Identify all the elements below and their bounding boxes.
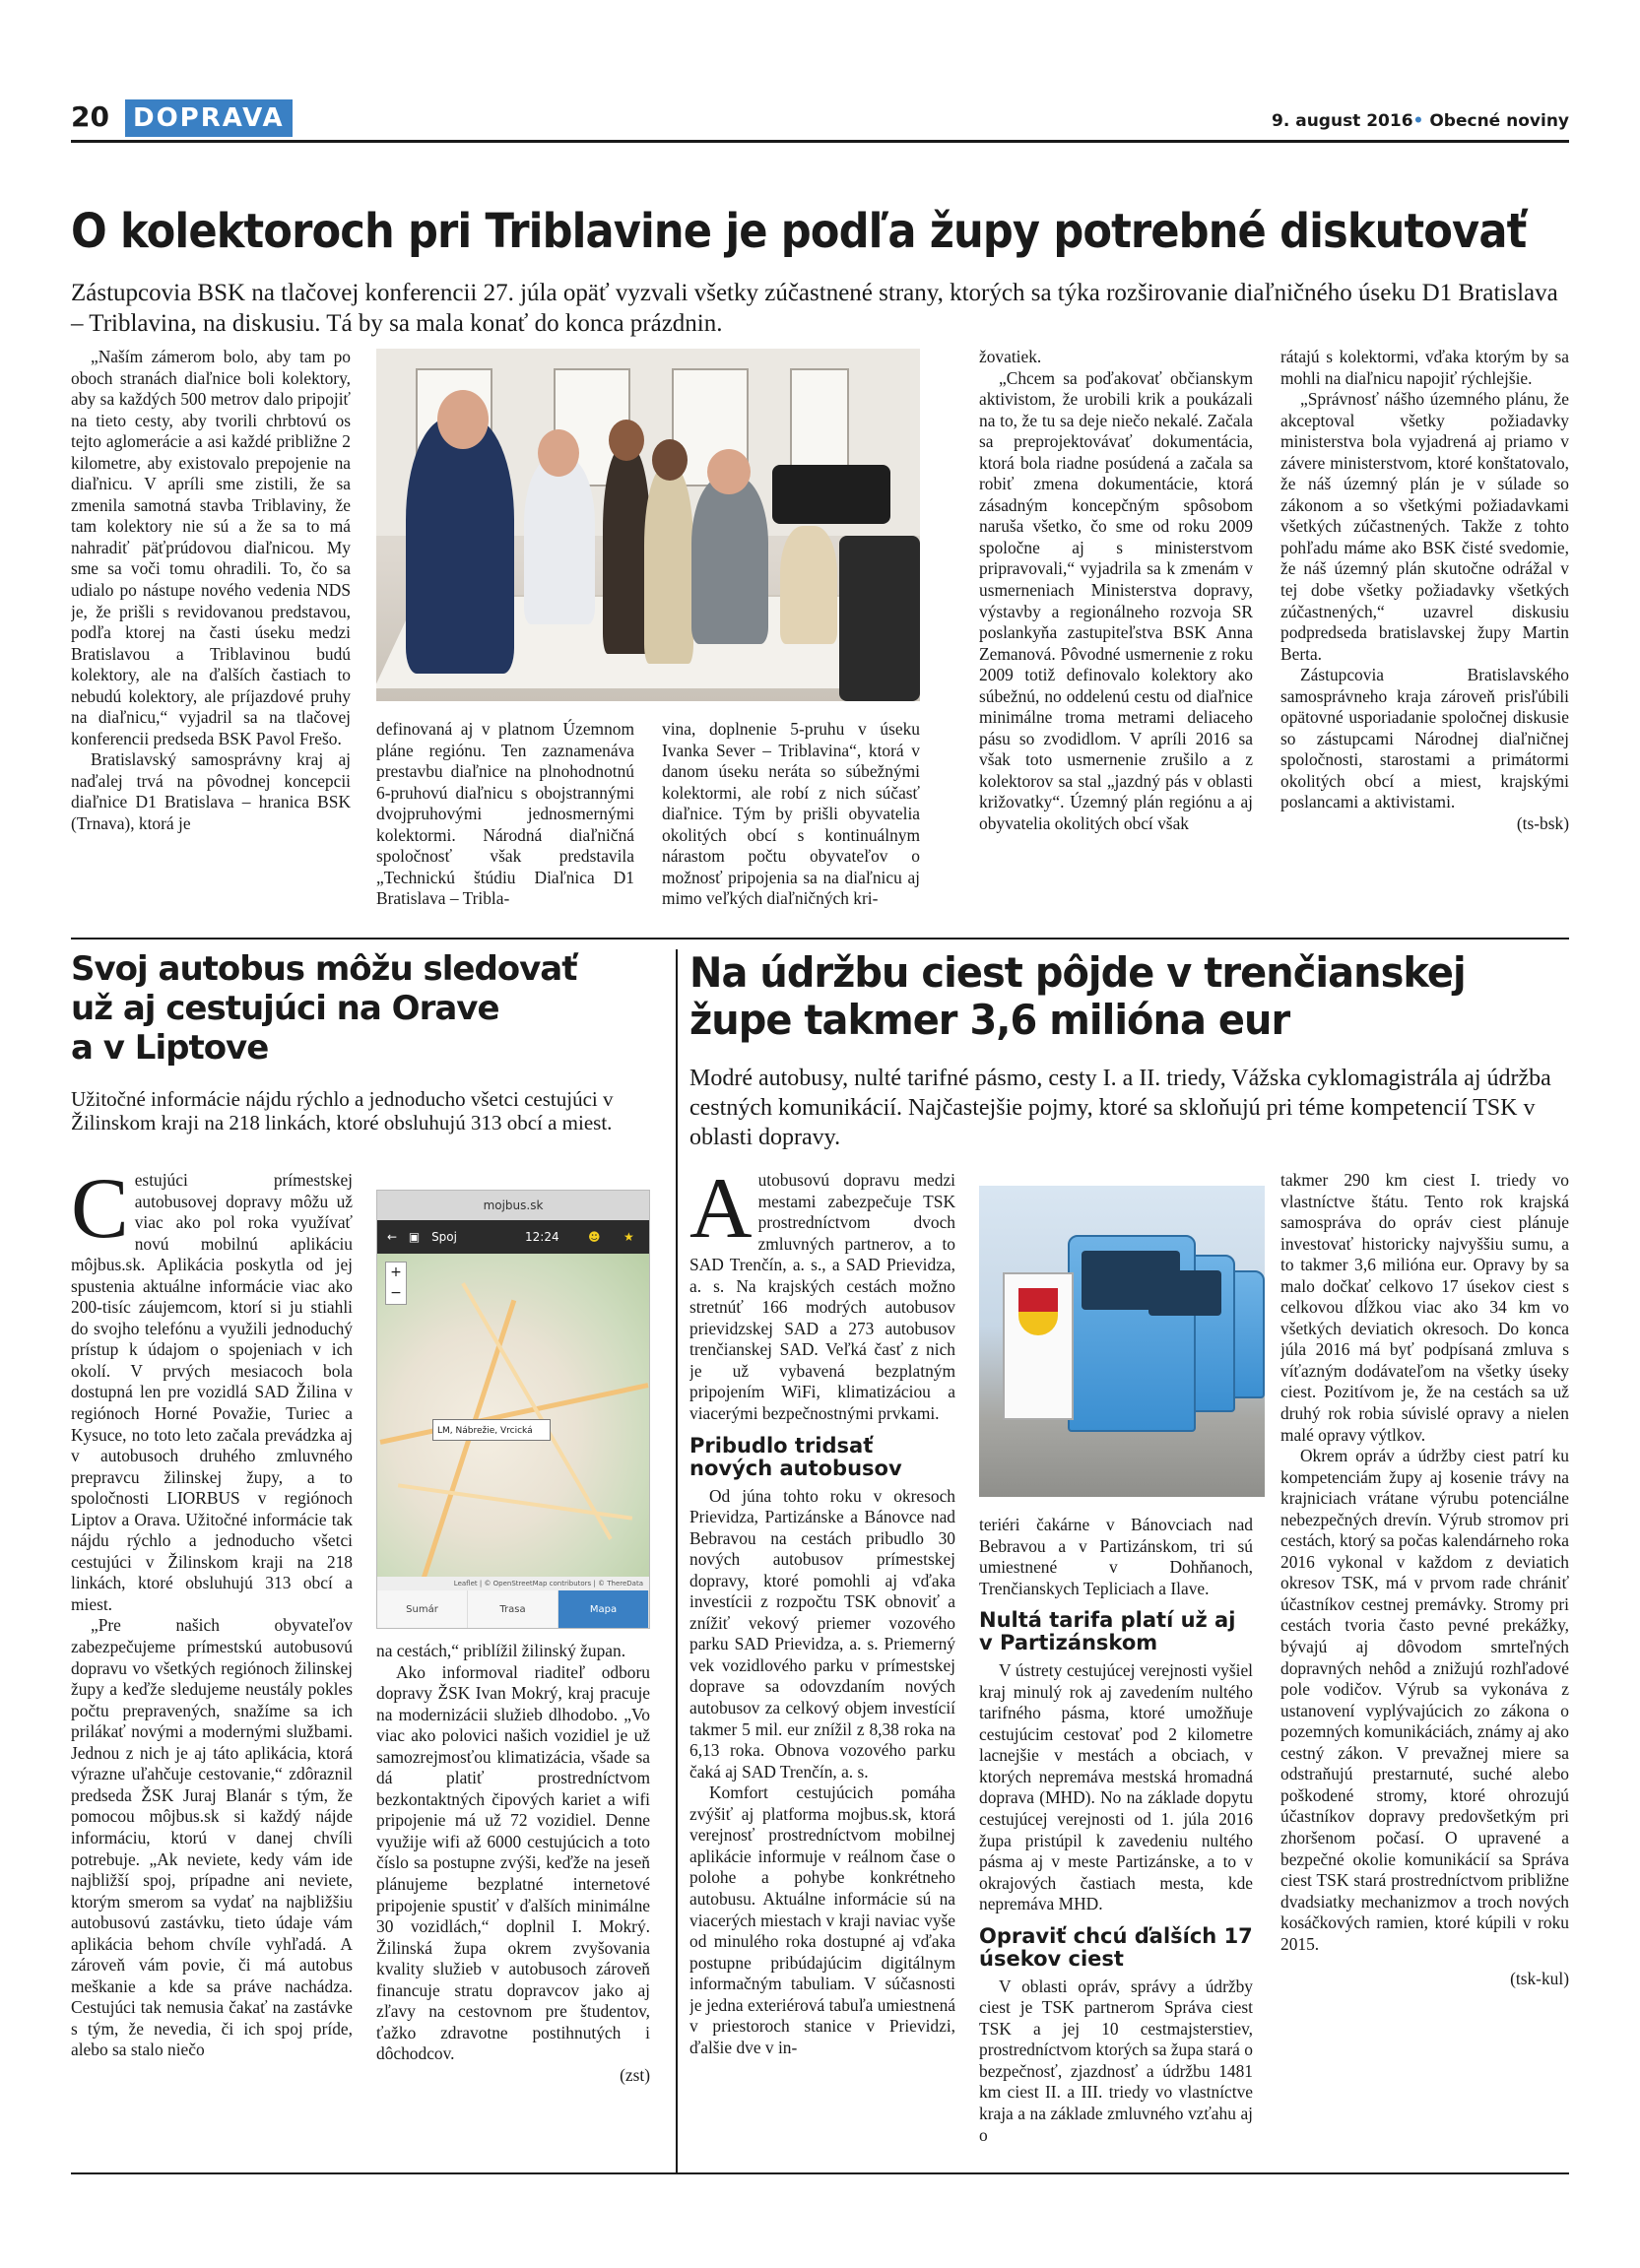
article1-paragraph: vina, doplnenie 5-pruhu v úseku Ivanka Sever – Triblavina“, ktorá v danom úseku neráta so súbežnými kolektormi, ale robí z nich súčasť diaľnice. Tým by prišli obyvatelia okolitých obcí s kontinuálnym nárastom počtu obyvateľov o možnosť pripojenia sa na diaľnicu aj mimo veľkých diaľničných kri- <box>662 719 920 909</box>
article2-headline-line: Svoj autobus môžu sledovať <box>71 949 577 989</box>
article3-subheading: Opraviť chcú ďalších 17 úsekov ciest <box>979 1923 1253 1971</box>
article3-column-1 <box>689 1170 955 2165</box>
article3-paragraph: V ústrety cestujúcej verejnosti vyšiel kraj minulý rok aj zavedením nultého tarifného pásma, ktoré umožňuje cestujúcim cestovať pod 2 kilometre lacnejšie v mestách a obciach, v ktorých nepremáva mestská hromadná doprava (MHD). No na základe dopytu cestujúcej verejnosti od 1. júla 2016 župa pristúpil k zavedeniu nultého pásma aj v meste Partizánske, a to v okrajových častiach mesta, kde nepremáva MHD. <box>979 1660 1253 1914</box>
article3-subheading: Nultá tarifa platí už aj v Partizánskom <box>979 1608 1236 1655</box>
article3-column-3 <box>1280 1170 1569 2165</box>
article1-column-4 <box>979 347 1253 938</box>
article2-lead: Užitočné informácie nájdu rýchlo a jednoducho všetci cestujúci v Žilinskom kraji na 218 linkách, ktoré obsluhujú 313 obcí a miest. <box>71 1087 614 1134</box>
article2-headline-line: a v Liptove <box>71 1028 269 1068</box>
star-icon: ★ <box>623 1230 634 1244</box>
article2-dropcap: C <box>71 1170 129 1257</box>
article3-headline-line: župe takmer 3,6 milióna eur <box>689 996 1290 1044</box>
article3-paragraph: V oblasti opráv, správy a údržby ciest je TSK partnerom Správa ciest TSK a jej 10 cestmajsterstiev, prostredníctvom ktorých sa župa stará o bezpečnosť, zjazdnosť a údržbu 1481 km ciest II. a III. triedy vo vlastníctve kraja a na základe zmluvného vzťahu aj o <box>979 1976 1253 2145</box>
article2-paragraph: na cestách,“ priblížil žilinský župan. <box>376 1641 626 1660</box>
article2-paragraph: Ako informoval riaditeľ odboru dopravy ŽSK Ivan Mokrý, kraj pracuje na modernizácii služieb dlhodobo. „Vo viac ako polovici našich vozidiel je už samozrejmosťou klimatizácia, všade sa dá platiť prostredníctvom bezkontaktných čipových kariet a wifi pripojenie má už 72 vozidiel. Denne využije wifi až 6000 cestujúcich a toto číslo sa postupne zvýši, keďže na jeseň plánujeme bezplatné internetové pripojenie spustiť v ďalších minimálne 30 vozidlách,“ doplnil I. Mokrý. Žilinská župa okrem zvyšovania kvality služieb v autobusoch zároveň financuje stratu dopravcov jako aj zľavy na cestovnom pre študentov, ťažko zdravotne postihnutých i dôchodcov. <box>376 1661 650 2064</box>
article1-bottom-rule <box>71 938 1569 940</box>
smiley-icon: ☻ <box>588 1230 601 1244</box>
article1-paragraph: „Naším zámerom bolo, aby tam po oboch stranách diaľnice boli kolektory, aby sa každých 500 metrov dalo pripojiť na tieto cesty, aby tvorili chrbtovú os tejto aglomerácie a asi každé približne 2 kilometre, aby existovalo prepojenie na diaľnicu. V apríli sme zistili, že sa zmenila samotná stavba Triblaviny, že tam kolektory nie sú a že sa to má nahradiť päťprúdovou diaľnicou. My sme sa voči tomu ohradili. To, čo sa udialo po nástupe nového vedenia NDS je, že prišli s revidovanou predstavou, podľa ktorej na časti úseku medzi Bratislavou a Triblavinou budú kolektory, ale na ďalších častiach to nebudú kolektory, ale príjazdové pruhy na diaľnicu,“ vyjadril sa na tlačovej konferencii predseda BSK Pavol Frešo. <box>71 347 351 748</box>
app-tab: Trasa <box>468 1590 558 1629</box>
article1-paragraph: Zástupcovia Bratislavského samosprávneho kraja zároveň prisľúbili opätovné usporiadanie spoločnej diskusie so zástupcami Národnej diaľničnej spoločnosti, starostami a primátormi okolitých obcí a miest, krajskými poslancami a aktivistami. <box>1280 665 1569 812</box>
article1-column-5 <box>1280 347 1569 938</box>
article1-column-1 <box>71 347 351 938</box>
article1-paragraph: žovatiek. <box>979 347 1042 366</box>
article1-signature: (ts-bsk) <box>1516 813 1569 834</box>
article3-signature: (tsk-kul) <box>1510 1969 1569 1989</box>
article2-paragraph: estujúci prímestskej autobusovej dopravy môžu už viac ako pol roka využívať novú mobilnú aplikáciu môjbus.sk. Aplikácia poskytla od jej spustenia aktuálne informácie viac ako 200-tisíc záujemcom, ktorí si ju stiahli do svojho telefónu a využili jednoduchý prístup k údajom o spojeniach v ich okolí. V prvých mesiacoch bola dostupná len pre vozidlá SAD Žilina v regiónoch Horné Považie, Turiec a Kysuce, no toto leto začala prevádzka aj v autobusoch druhého zmluvného prepravcu žilinskej župy, a to spoločnosti LIORBUS v regiónoch Liptov a Orava. Užitočné informácie tak nájdu rýchlo a jednoducho všetci cestujúci v Žilinskom kraji na 218 linkách, ktoré obsluhujú 313 obcí a miest. <box>71 1170 353 1614</box>
bus-icon: ▣ <box>408 1230 421 1244</box>
app-tab: Sumár <box>377 1590 468 1629</box>
article3-headline <box>689 949 1525 1044</box>
article1-lead: Zástupcovia BSK na tlačovej konferencii 27. júla opäť vyzvali všetky zúčastnené strany, ktorých sa týka rozširovanie diaľničného úseku D1 Bratislava – Triblavina, na diskusiu. Tá by sa mala konať do konca prázdnin. <box>71 280 1558 337</box>
article2-paragraph: „Pre našich obyvateľov zabezpečujeme prímestskú autobusovú dopravu vo všetkých regiónoch žilinskej župy a keďže sledujeme neustály pokles počtu prepravených, snažíme sa ich prilákať novými a modernými službami. Jednou z nich je aj táto aplikácia, ktorá výrazne uľahčuje cestovanie,“ zdôraznil predseda ŽSK Juraj Blanár s tým, že pomocou môjbus.sk si každý nájde informáciu, ktorú v danej chvíli potrebuje. „Ak neviete, kedy vám ide najbližší spoj, prípadne ani neviete, ktorým smerom sa vydať na najbližšiu autobusovú zastávku, tieto údaje vám aplikácia behom chvíle vyhľadá. A zároveň vám povie, či má autobus meškanie a kde sa práve nachádza. Cestujúci tak nemusia čakať na zastávke s tým, že nevedia, či ich spoj príde, alebo sa stalo niečo <box>71 1615 353 2060</box>
article2-column-2 <box>376 1641 650 2165</box>
article3-dropcap: A <box>689 1170 753 1257</box>
article2-headline-line: už aj cestujúci na Orave <box>71 989 499 1028</box>
article3-paragraph: Komfort cestujúcich pomáha zvýšiť aj platforma mojbus.sk, ktorá verejnosť prostredníctvom mobilnej aplikácie informuje v reálnom čase o polohe a pohybe konkrétneho autobusu. Aktuálne informácie sú na viacerých miestach v kraji naviac vyše od minulého roka dostupné aj vďaka postupne pribúdajúcim digitálnym informačným tabuliam. V súčasnosti je jedna exteriérová tabuľa umiestnená v priestoroch stanice v Prievidzi, ďalšie dve v in- <box>689 1782 955 2057</box>
article3-paragraph: Od júna tohto roku v okresoch Prievidza, Partizánske a Bánovce nad Bebravou na cestách pribudlo 30 nových autobusov prímestskej dopravy, ktoré pomohli aj vďaka investícii z rozpočtu TSK obnoviť a znížiť vekový priemer vozového parku SAD Prievidza, a. s. Priemerný vek vozidlového parku v prímestskej doprave sa odovzdaním nových autobusov za celkový objem investícií takmer 5 mil. eur znížil z 8,38 roka na 6,13 roka. Obnova vozového parku čaká aj SAD Trenčín, a. s. <box>689 1485 955 1782</box>
article1-column-2 <box>376 719 634 938</box>
article3-headline-line: Na údržbu ciest pôjde v trenčianskej <box>689 948 1466 997</box>
header-rule <box>71 140 1569 143</box>
article3-subheading: Pribudlo tridsať nových autobusov <box>689 1433 902 1480</box>
browser-url: mojbus.sk <box>377 1191 649 1220</box>
article1-paragraph: „Chcem sa poďakovať občianskym aktivistom, že urobili krik a poukázali na to, že tu sa deje niečo nekalé. Začala sa preprojektovávať dokumentácia, ktorá bola riadne posúdená a začala sa robiť zmena dokumentácie, ktorá zásadným koncepčným spôsobom naruša všetko, čo sme od roku 2009 spoločne aj s ministerstvom pripravovali,“ vyjadrila sa k zmenám v usmerneniach Ministerstva dopravy, výstavby a regionálneho rozvoja SR poslankyňa zastupiteľstva BSK Anna Zemanová. Pôvodné usmernenie z roku 2009 totiž definovalo kolektory ako súbežnú, no oddelenú cestu od diaľnice minimálne troma metrami deliaceho pásu so zvodidlom. V apríli 2016 sa však toto usmernenie zrušilo a z kolektorov sa stal „jazdný pás v oblasti križovatky“. Územný plán regiónu a aj obyvatelia okolitých obcí však <box>979 367 1253 834</box>
app-tabs <box>377 1590 649 1629</box>
publication-name: Obecné noviny <box>1429 111 1569 131</box>
article3-paragraph: Okrem opráv a údržby ciest patrí ku kompetenciám župy aj kosenie trávy na krajniciach vrátane výrubu potenciálne nebezpečných drevín. Výrub stromov pri cestách, ktorý sa počas kalendárneho roka 2016 vykonal v každom z deviatich okresov TSK, má v prvom rade chrániť účastníkov cestnej premávky. Stromy pri cestách tvoria často pevné prekážky, bývajú aj dôvodom smrteľných dopravných nehôd a znižujú rozhľadové pole vodičov. Výrub sa vykonáva z ustanovení vyplývajúcich zo zákona o pozemných komunikáciách, známy aj ako cestný zákon. V prevažnej miere sa odstraňujú prestarnuté, suché alebo poškodené stromy, ktoré ohrozujú účastníkov dopravy predovšetkým pri zhoršenom počasí. O upravené a bezpečné okolie komunikácií sa Správa ciest TSK stará prostredníctvom približne dvadsiatky mechanizmov a troch nových kosáčkových ramien, ktoré kúpili v roku 2015. <box>1280 1446 1569 1954</box>
article3-paragraph: utobusovú dopravu medzi mestami zabezpečuje TSK prostredníctvom dvoch zmluvných partnerov, a to SAD Trenčín, a. s., a SAD Prievidza, a. s. Na krajských cestách možno stretnúť 166 modrých autobusov prievidzskej SAD a 273 autobusov trenčianskej SAD. Veľká časť z nich je už vybavená bezplatným pripojením WiFi, klimatizáciou a viacerými bezpečnostnými prvkami. <box>689 1170 955 1424</box>
dateline-separator: • <box>1412 111 1424 131</box>
zoom-control: + − <box>385 1262 407 1305</box>
article3-column-2 <box>979 1515 1253 2165</box>
page-number: 20 <box>71 100 109 133</box>
article2-headline <box>71 949 662 1068</box>
app-clock: 12:24 <box>525 1230 559 1244</box>
article1-column-3 <box>662 719 920 938</box>
article1-paragraph: „Správnosť nášho územného plánu, že akceptoval všetky požiadavky ministerstva bola vyjadrená aj priamo v závere ministerstvom, ktoré konštatovalo, že náš územný plán je v súlade so zákonom a so všetkými požiadavkami všetkých zúčastnených. Takže z tohto pohľadu máme ako BSK čisté svedomie, že náš územný plán skutočne odrážal v tej dobe všetky požiadavky všetkých zúčastnených,“ uzavrel diskusiu podpredseda bratislavskej župy Martin Berta. <box>1280 389 1569 664</box>
map-attribution: Leaflet | © OpenStreetMap contributors | © ThereData <box>377 1577 649 1590</box>
column-divider <box>676 949 678 2172</box>
section-label: DOPRAVA <box>125 99 293 137</box>
article1-paragraph: rátajú s kolektormi, vďaka ktorým by sa mohli na diaľnicu napojiť rýchlejšie. <box>1280 347 1569 388</box>
back-arrow-icon: ← <box>387 1230 398 1244</box>
article1-paragraph: Bratislavský samosprávny kraj aj naďalej trvá na pôvodnej koncepcii diaľnice D1 Bratislava – hranica BSK (Trnava), ktorá je <box>71 749 351 834</box>
coat-of-arms-icon <box>1018 1288 1058 1335</box>
dateline <box>1272 110 1569 132</box>
mojbus-app-screenshot <box>376 1190 650 1629</box>
article3-paragraph: teriéri čakárne v Bánovciach nad Bebravou a v Partizánskom, tri sú umiestnené v Dohňanoch, Trenčianskych Tepliciach a Ilave. <box>979 1515 1253 1598</box>
blue-buses-photo <box>979 1186 1265 1497</box>
article3-paragraph: takmer 290 km ciest I. triedy vo vlastníctve štátu. Tento rok krajská samospráva do opráv ciest plánuje investovať historicky najvyššiu sumu, a to takmer 3,6 milióna eur. Opravy by sa malo dočkať celkovo 17 úsekov ciest s celkovou dĺžkou viac ako 34 km vo všetkých deviatich okresoch. Do konca júla 2016 má byť podpísaná zmluva s víťazným dodávateľom na všetky úseky ciest. Pozitívom je, že na cestách sa už druhý rok robia súvislé opravy a nielen malé opravy výtlkov. <box>1280 1170 1569 1445</box>
issue-date: 9. august 2016 <box>1272 111 1413 131</box>
page-bottom-rule <box>71 2172 1569 2174</box>
app-map <box>377 1254 649 1577</box>
article1-paragraph: definovaná aj v platnom Územnom pláne regiónu. Ten zaznamenáva prestavbu diaľnice na plnohodnotnú 6-pruhovú diaľnicu s obojstrannými dvojpruhovými jednosmernými kolektormi. Národná diaľničná spoločnosť však predstavila „Technickú štúdiu Diaľnica D1 Bratislava – Tribla- <box>376 719 634 909</box>
app-header <box>377 1220 649 1254</box>
article1-headline: O kolektoroch pri Triblavine je podľa župy potrebné diskutovať <box>71 204 1527 259</box>
app-title: Spoj <box>431 1230 457 1244</box>
article2-column-1 <box>71 1170 353 2165</box>
article3-lead: Modré autobusy, nulté tarifné pásmo, cesty I. a II. triedy, Vážska cyklomagistrála aj údržba cestných komunikácií. Najčastejšie pojmy, ktoré sa skloňujú pri téme kompetencií TSK v oblasti dopravy. <box>689 1066 1551 1150</box>
press-conference-photo <box>376 349 920 701</box>
article2-signature: (zst) <box>620 2064 650 2085</box>
app-tab: Mapa <box>558 1590 649 1629</box>
map-stop-bubble: LM, Nábrežie, Vrcická <box>432 1419 551 1441</box>
